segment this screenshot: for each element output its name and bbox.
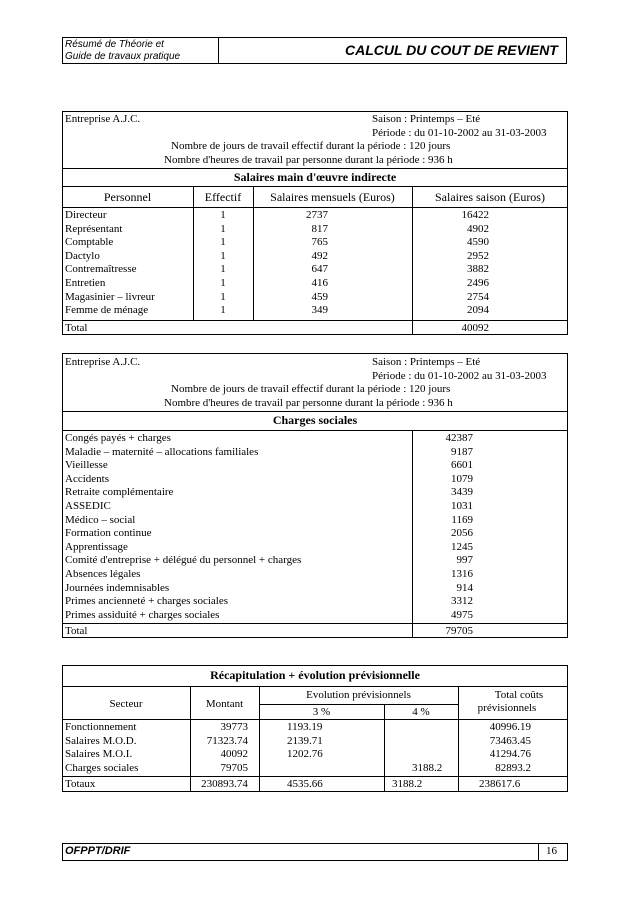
col-secteur: Secteur [109,698,143,710]
charge-value: 997 [456,554,473,567]
recap-secteur: Charges sociales [65,761,139,774]
charge-value: 2056 [451,527,473,540]
working-days: Nombre de jours de travail effectif durant la période : 120 jours [171,140,451,152]
charge-value: 3312 [451,595,473,608]
table-row-personnel: Entretien [65,277,106,289]
page-title: CALCUL DU COUT DE REVIENT [345,42,558,58]
col-3-percent: 3 % [312,706,331,718]
company-name: Entreprise A.J.C. [65,113,141,125]
table-row-saison: 2754 [467,290,489,303]
divider [62,320,568,321]
recap-secteur: Salaires M.O.I. [65,748,133,761]
divider [62,686,568,687]
charge-value: 3439 [451,486,473,499]
charge-value: 1079 [451,472,473,485]
charge-value: 1245 [451,540,473,553]
table-row-effectif: 1 [220,222,226,235]
divider [62,207,568,208]
table-row-mensuel: 349 [311,304,328,317]
charge-label: Maladie – maternité – allocations familiales [65,445,259,458]
season: Saison : Printemps – Eté [372,356,481,368]
charge-value: 1031 [451,500,473,512]
charge-value: 1169 [451,513,473,526]
charge-label: ASSEDIC [65,500,111,512]
recap-secteur: Salaires M.O.D. [65,734,137,747]
col-total-line1: Total coûts [494,689,544,701]
footer-label: OFPPT/DRIF [65,845,131,857]
recap-title: Récapitulation + évolution prévisionnelle [210,668,420,682]
divider [62,186,568,187]
divider [62,719,568,720]
col-personnel: Personnel [103,190,152,204]
period: Période : du 01-10-2002 au 31-03-2003 [372,127,547,139]
divider [62,623,568,624]
table-row-mensuel: 416 [311,277,328,289]
table-row-effectif: 1 [220,263,226,276]
recap-3-percent: 1202.76 [287,748,323,761]
period: Période : du 01-10-2002 au 31-03-2003 [372,370,547,382]
charge-label: Vieillesse [65,459,108,472]
col-4-percent: 4 % [412,706,430,718]
page-footer [62,843,568,861]
table-row-effectif: 1 [220,277,226,289]
col-montant: Montant [205,698,244,710]
header-subtitle-line1: Résumé de Théorie et [65,39,164,50]
charge-label: Apprentissage [65,540,128,553]
table-row-personnel: Contremaîtresse [65,263,137,276]
table-row-personnel: Représentant [65,222,123,235]
header-subtitle-line2: Guide de travaux pratique [65,51,181,62]
recap-total: 73463.45 [489,734,531,747]
charge-label: Journées indemnisables [65,581,170,594]
table-row-effectif: 1 [220,290,226,303]
charges-title: Charges sociales [272,413,358,427]
divider [62,168,568,169]
table-row-personnel: Directeur [65,209,107,221]
company-name: Entreprise A.J.C. [65,356,141,368]
charge-value: 4975 [451,608,473,621]
table-row-mensuel: 647 [311,263,328,276]
table-row-mensuel: 459 [311,290,328,303]
divider [62,430,568,431]
charge-label: Primes assiduité + charges sociales [65,608,220,621]
table-row-mensuel: 2737 [306,209,328,221]
divider [62,411,568,412]
recap-3-percent: 2139.71 [287,734,323,747]
charges-total-value: 79705 [445,625,473,637]
recap-4-percent: 3188.2 [412,761,443,774]
table-row-effectif: 1 [220,249,226,262]
working-hours: Nombre d'heures de travail par personne durant la période : 936 h [164,154,453,166]
total-label: Total [65,322,88,334]
table-row-effectif: 1 [220,236,226,249]
col-salaires-mensuels: Salaires mensuels (Euros) [270,190,395,204]
table-row-mensuel: 492 [311,249,328,262]
charge-label: Absences légales [65,568,141,580]
table-row-personnel: Dactylo [65,249,100,262]
totals-montant: 230893.74 [201,778,248,790]
totals-total: 238617.6 [479,778,521,790]
divider [62,776,568,777]
table-row-mensuel: 817 [311,222,328,235]
page-number: 16 [546,845,557,857]
totals-4-percent: 3188.2 [392,778,423,790]
charge-label: Accidents [65,472,109,485]
totals-label: Totaux [65,778,96,790]
recap-total: 82893.2 [495,761,531,774]
recap-montant: 71323.74 [206,734,248,747]
charge-label: Formation continue [65,527,152,540]
working-days: Nombre de jours de travail effectif durant la période : 120 jours [171,383,451,395]
recap-secteur: Fonctionnement [65,721,137,733]
charge-label: Retraite complémentaire [65,486,174,499]
table-row-saison: 2496 [467,277,489,289]
table-row-saison: 16422 [461,209,489,221]
table-row-personnel: Femme de ménage [65,304,149,317]
charge-value: 42387 [445,432,473,444]
total-value: 40092 [461,322,489,334]
charges-total-label: Total [65,625,88,637]
table-row-saison: 4902 [467,222,489,235]
recap-montant: 40092 [220,748,248,761]
charge-label: Primes ancienneté + charges sociales [65,595,228,608]
col-salaires-saison: Salaires saison (Euros) [435,190,545,204]
table-row-mensuel: 765 [311,236,328,249]
recap-montant: 39773 [220,721,248,733]
divider [259,704,458,705]
table-row-personnel: Comptable [65,236,114,249]
charge-label: Comité d'entreprise + délégué du personnel + charges [65,554,302,567]
salaries-title: Salaires main d'œuvre indirecte [233,170,397,184]
charge-value: 914 [456,581,473,594]
table-row-saison: 2952 [467,249,489,262]
table-row-personnel: Magasinier – livreur [65,290,155,303]
recap-3-percent: 1193.19 [287,721,323,733]
table-row-saison: 2094 [467,304,489,317]
charge-value: 1316 [451,568,473,580]
totals-3-percent: 4535.66 [287,778,323,790]
table-row-saison: 3882 [467,263,489,276]
recap-montant: 79705 [220,761,248,774]
table-row-saison: 4590 [467,236,489,249]
table-row-effectif: 1 [220,304,226,317]
table-row-effectif: 1 [220,209,226,221]
charge-value: 9187 [451,445,473,458]
charge-label: Congés payés + charges [65,432,171,444]
recap-total: 40996.19 [489,721,531,733]
season: Saison : Printemps – Eté [372,113,481,125]
charge-label: Médico – social [65,513,136,526]
working-hours: Nombre d'heures de travail par personne durant la période : 936 h [164,397,453,409]
col-total-line2: prévisionnels [477,702,537,714]
recap-total: 41294.76 [489,748,531,761]
col-effectif: Effectif [204,190,242,204]
charge-value: 6601 [451,459,473,472]
col-evolution: Evolution prévisionnels [306,689,411,701]
